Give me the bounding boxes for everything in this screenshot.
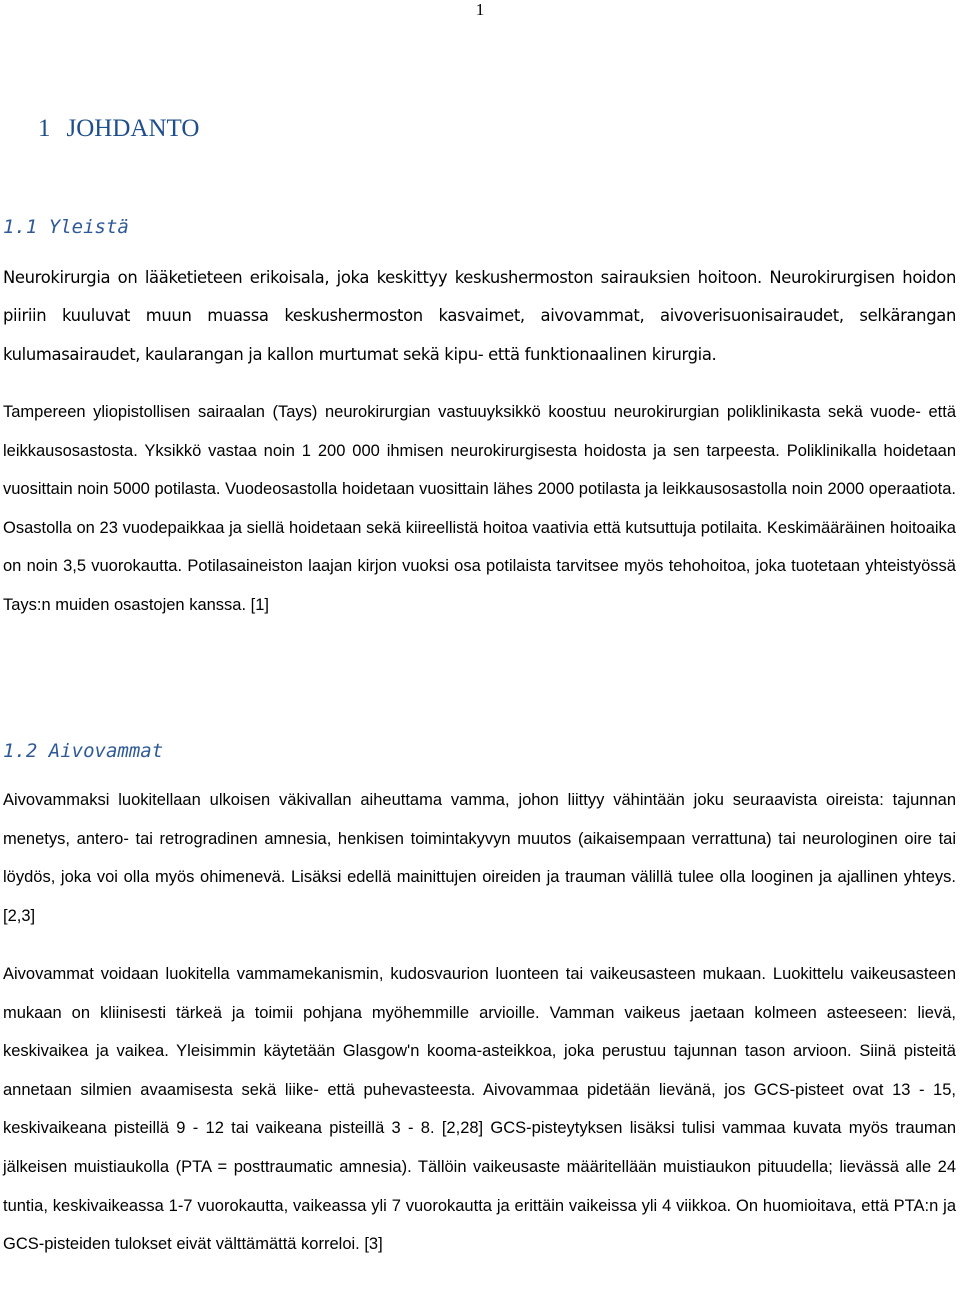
chapter-number: 1 xyxy=(38,115,51,142)
paragraph-aivovamma-luokittelu: Aivovammat voidaan luokitella vammamekanismin, kudosvaurion luonteen tai vaikeusasteen mukaan. Luokittelu vaikeusasteen mukaan on kliinisesti tärkeä ja toimii pohjana myöhemmille arvioille. Vamman vaikeus jaetaan kolmeen asteeseen: lievä, keskivaikea ja vaikea. Yleisimmin käytetään Glasgow'n kooma-asteikkoa, joka perustuu tajunnan tason arvioon. Siinä pisteitä annetaan silmien avaamisesta sekä liike- että puhevasteesta. Aivovammaa pidetään lievänä, jos GCS-pisteet ovat 13 - 15, keskivaikeana pisteillä 9 - 12 tai vaikeana pisteillä 3 - 8. [2,28] GCS-pisteytyksen lisäksi tulisi vammaa kuvata myös trauman jälkeisen muistiaukolla (PTA = posttraumatic amnesia). Tällöin vaikeusaste määritellään muistiaukon pituudella; lievässä alle 24 tuntia, keskivaikeassa 1-7 vuorokautta, vaikeassa yli 7 vuorokautta ja erittäin vaikeissa yli 4 viikkoa. On huomioitava, että PTA:n ja GCS-pisteiden tulokset eivät välttämättä korreloi. [3] xyxy=(3,965,956,1254)
section-heading-aivovammat: 1.2 Aivovammat xyxy=(3,740,164,762)
paragraph-tays: Tampereen yliopistollisen sairaalan (Tays) neurokirurgian vastuuyksikkö koostuu neurokirurgian poliklinikasta sekä vuode- että leikkausosastosta. Yksikkö vastaa noin 1 200 000 ihmisen neurokirurgisesta hoidosta ja sen tarpeesta. Poliklinikalla hoidetaan vuosittain noin 5000 potilasta. Vuodeosastolla hoidetaan vuosittain lähes 2000 potilasta ja leikkausosastolla noin 2000 operaatiota. Osastolla on 23 vuodepaikkaa ja siellä hoidetaan sekä kiireellistä hoitoa vaativia että kutsuttuja potilaita. Keskimääräinen hoitoaika on noin 3,5 vuorokautta. Potilasaineiston laajan kirjon vuoksi osa potilaista tarvitsee myös tehohoitoa, joka tuotetaan yhteistyössä Tays:n muiden osastojen kanssa. [1] xyxy=(3,403,956,614)
chapter-heading xyxy=(38,114,199,144)
section-heading-yleista: 1.1 Yleistä xyxy=(3,216,129,238)
paragraph-aivovamma-maaritelma: Aivovammaksi luokitellaan ulkoisen väkivallan aiheuttama vamma, johon liittyy vähintään joku seuraavista oireista: tajunnan menetys, antero- tai retrogradinen amnesia, henkisen toimintakyvyn muutos (aikaisempaan verrattuna) tai neurologinen oire tai löydös, joka voi olla myös ohimenevä. Lisäksi edellä mainittujen oireiden ja trauman välillä tulee olla looginen ja ajallinen yhteys. [2,3] xyxy=(3,791,956,925)
chapter-title: JOHDANTO xyxy=(66,115,200,142)
paragraph-neurokirurgia: Neurokirurgia on lääketieteen erikoisala, joka keskittyy keskushermoston sairauksien hoitoon. Neurokirurgisen hoidon piiriin kuuluvat muun muassa keskushermoston kasvaimet, aivovammat, aivoverisuonisairaudet, selkärangan kulumasairaudet, kaularangan ja kallon murtumat sekä kipu- että funktionaalinen kirurgia. xyxy=(3,268,956,364)
page-number: 1 xyxy=(475,0,485,19)
